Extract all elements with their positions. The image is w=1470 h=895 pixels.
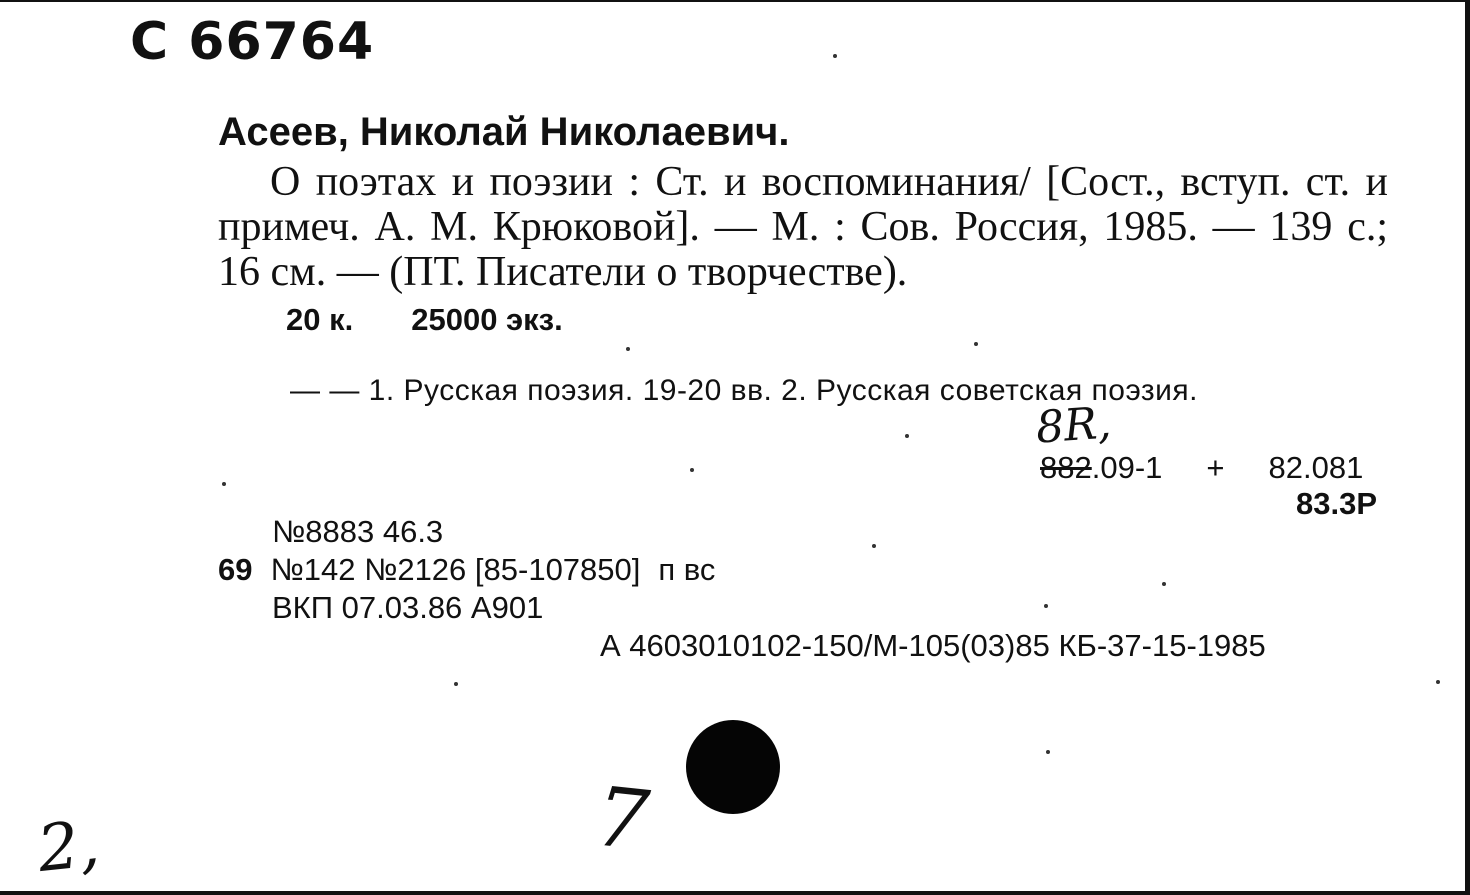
- punch-hole: [686, 720, 780, 814]
- index-plus: +: [1206, 450, 1225, 485]
- tech-line-3: ВКП 07.03.86 А901: [272, 590, 544, 625]
- tech-line-2-b: п вс: [658, 552, 716, 587]
- tech-line-4: А 4603010102-150/М-105(03)85 КБ-37-15-1985: [600, 628, 1266, 663]
- call-number: С 66764: [130, 12, 375, 72]
- handwritten-two: 2,: [34, 807, 103, 887]
- speck: [1044, 604, 1048, 608]
- speck: [905, 434, 909, 438]
- speck: [833, 54, 837, 58]
- struck-index: 882: [1040, 450, 1092, 485]
- subject-headings: — — 1. Русская поэзия. 19-20 вв. 2. Русская советская поэзия.: [290, 374, 1199, 407]
- speck: [454, 682, 458, 686]
- author-heading: Асеев, Николай Николаевич.: [218, 110, 790, 154]
- classification-index-third: 83.3Р: [1296, 486, 1378, 521]
- speck: [626, 347, 630, 351]
- speck: [1162, 582, 1166, 586]
- price: 20 к.: [286, 302, 354, 337]
- handwritten-classification: 8R,: [1034, 397, 1113, 454]
- index-rest: .09-1: [1091, 450, 1163, 485]
- speck: [974, 342, 978, 346]
- handwritten-seven: 7: [591, 769, 653, 870]
- speck: [1436, 680, 1440, 684]
- tech-line-2-a: №142 №2126 [85-107850]: [270, 552, 641, 587]
- index-second: 82.081: [1268, 450, 1364, 485]
- tech-line-1: №8883 46.3: [272, 514, 444, 549]
- tech-line-2: [218, 552, 715, 588]
- price-and-print-run: [286, 302, 563, 338]
- speck: [1046, 750, 1050, 754]
- bibliographic-description: О поэтах и поэзии : Ст. и воспоминания/ [Сост., вступ. ст. и примеч. А. М. Крюковой]. — М. : Сов. Россия, 1985. — 139 с.; 16 см. — (ПТ. Писатели о творчестве).: [218, 159, 1388, 295]
- classification-index: [1040, 450, 1363, 486]
- speck: [222, 482, 226, 486]
- tech-line-2-prefix: 69: [218, 552, 253, 587]
- print-run: 25000 экз.: [411, 302, 563, 337]
- speck: [872, 544, 876, 548]
- speck: [690, 468, 694, 472]
